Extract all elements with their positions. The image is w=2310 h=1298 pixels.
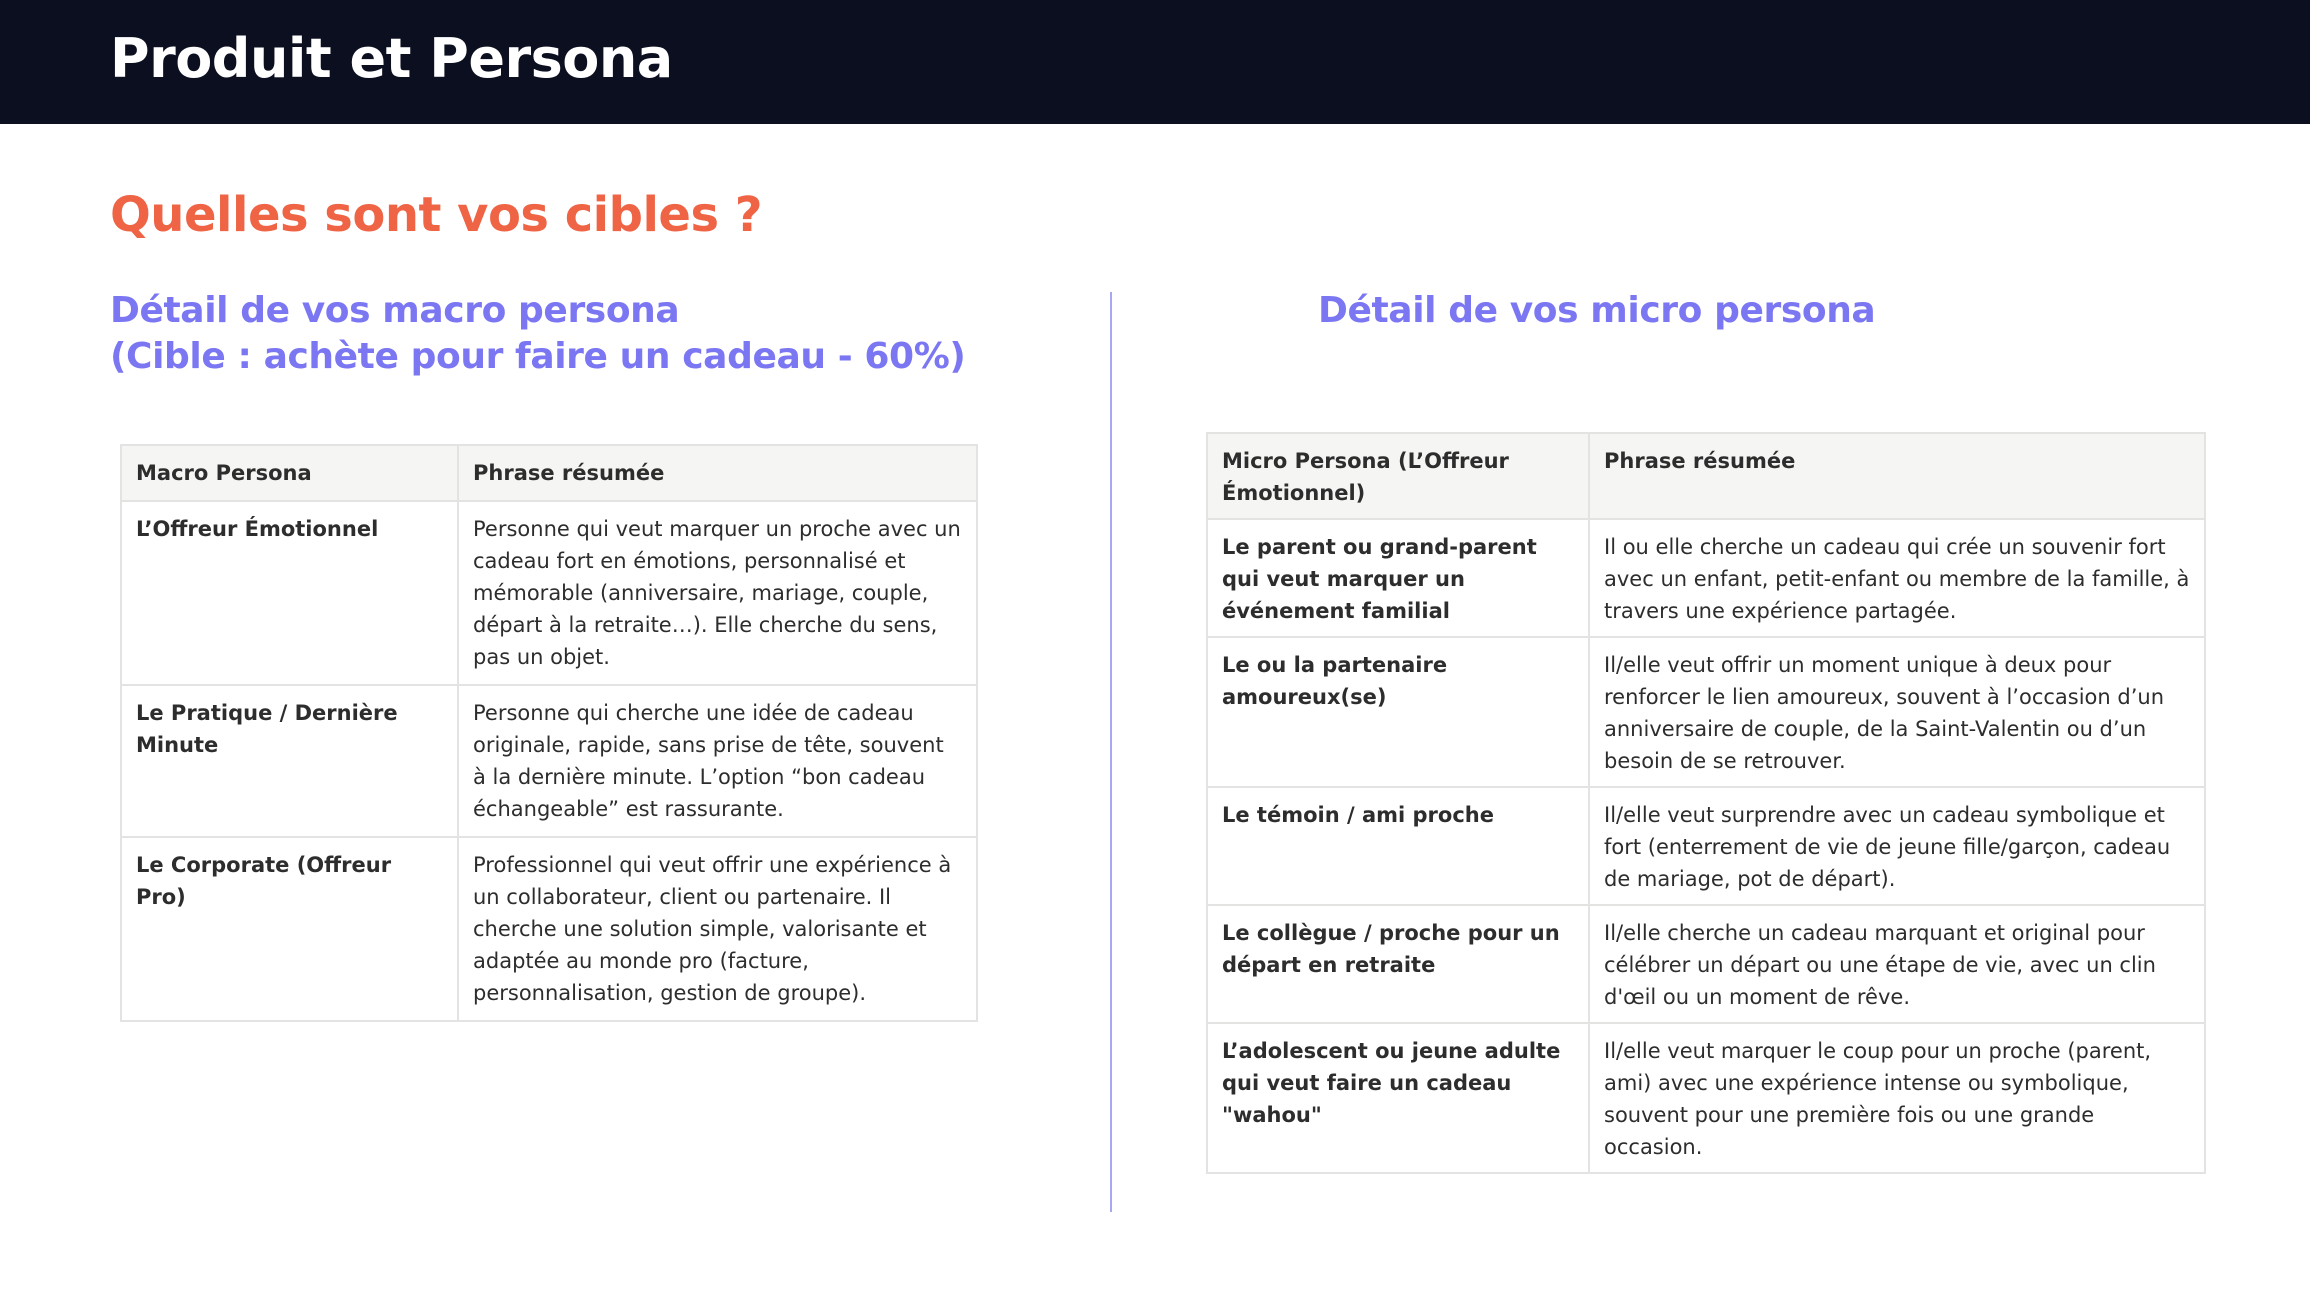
page-title: Produit et Persona — [110, 27, 673, 90]
column-divider — [1110, 292, 1112, 1212]
macro-persona-table — [120, 444, 978, 1022]
header-bar — [0, 0, 2310, 124]
column-header-persona: Macro Persona — [121, 445, 458, 501]
macro-persona-subtitle — [110, 288, 965, 380]
macro-subtitle-line2: (Cible : achète pour faire un cadeau - 60%) — [110, 336, 966, 377]
micro-persona-subtitle: Détail de vos micro persona — [1318, 290, 1876, 331]
persona-name: Le parent ou grand-parent qui veut marquer un événement familial — [1207, 519, 1589, 637]
persona-phrase: Personne qui veut marquer un proche avec un cadeau fort en émotions, personnalisé et mémorable (anniversaire, mariage, couple, départ à la retraite…). Elle cherche du sens, pas un objet. — [458, 501, 977, 685]
table-row — [121, 837, 977, 1021]
table-row — [1207, 519, 2205, 637]
table-header-row — [121, 445, 977, 501]
persona-name: Le Corporate (Offreur Pro) — [121, 837, 458, 1021]
table-row — [121, 501, 977, 685]
persona-name: Le témoin / ami proche — [1207, 787, 1589, 905]
column-header-phrase: Phrase résumée — [458, 445, 977, 501]
persona-name: L’Offreur Émotionnel — [121, 501, 458, 685]
persona-phrase: Personne qui cherche une idée de cadeau originale, rapide, sans prise de tête, souvent à la dernière minute. L’option “bon cadeau échangeable” est rassurante. — [458, 685, 977, 837]
persona-name: Le collègue / proche pour un départ en retraite — [1207, 905, 1589, 1023]
persona-name: Le Pratique / Dernière Minute — [121, 685, 458, 837]
persona-name: L’adolescent ou jeune adulte qui veut faire un cadeau "wahou" — [1207, 1023, 1589, 1173]
table-row — [1207, 1023, 2205, 1173]
macro-subtitle-line1: Détail de vos macro persona — [110, 290, 680, 331]
column-header-persona: Micro Persona (L’Offreur Émotionnel) — [1207, 433, 1589, 519]
table-row — [1207, 905, 2205, 1023]
persona-phrase: Il/elle veut marquer le coup pour un proche (parent, ami) avec une expérience intense ou symbolique, souvent pour une première fois ou une grande occasion. — [1589, 1023, 2205, 1173]
persona-name: Le ou la partenaire amoureux(se) — [1207, 637, 1589, 787]
micro-persona-table — [1206, 432, 2206, 1174]
column-header-phrase: Phrase résumée — [1589, 433, 2205, 519]
table-row — [121, 685, 977, 837]
persona-phrase: Professionnel qui veut offrir une expérience à un collaborateur, client ou partenaire. Il cherche une solution simple, valorisante et adaptée au monde pro (facture, personnalisation, gestion de groupe). — [458, 837, 977, 1021]
table-row — [1207, 787, 2205, 905]
table-header-row — [1207, 433, 2205, 519]
persona-phrase: Il/elle veut offrir un moment unique à deux pour renforcer le lien amoureux, souvent à l’occasion d’un anniversaire de couple, de la Saint-Valentin ou d’un besoin de se retrouver. — [1589, 637, 2205, 787]
persona-phrase: Il/elle cherche un cadeau marquant et original pour célébrer un départ ou une étape de vie, avec un clin d'œil ou un moment de rêve. — [1589, 905, 2205, 1023]
persona-phrase: Il/elle veut surprendre avec un cadeau symbolique et fort (enterrement de vie de jeune fille/garçon, cadeau de mariage, pot de départ). — [1589, 787, 2205, 905]
persona-phrase: Il ou elle cherche un cadeau qui crée un souvenir fort avec un enfant, petit-enfant ou membre de la famille, à travers une expérience partagée. — [1589, 519, 2205, 637]
table-row — [1207, 637, 2205, 787]
section-title: Quelles sont vos cibles ? — [110, 187, 763, 243]
